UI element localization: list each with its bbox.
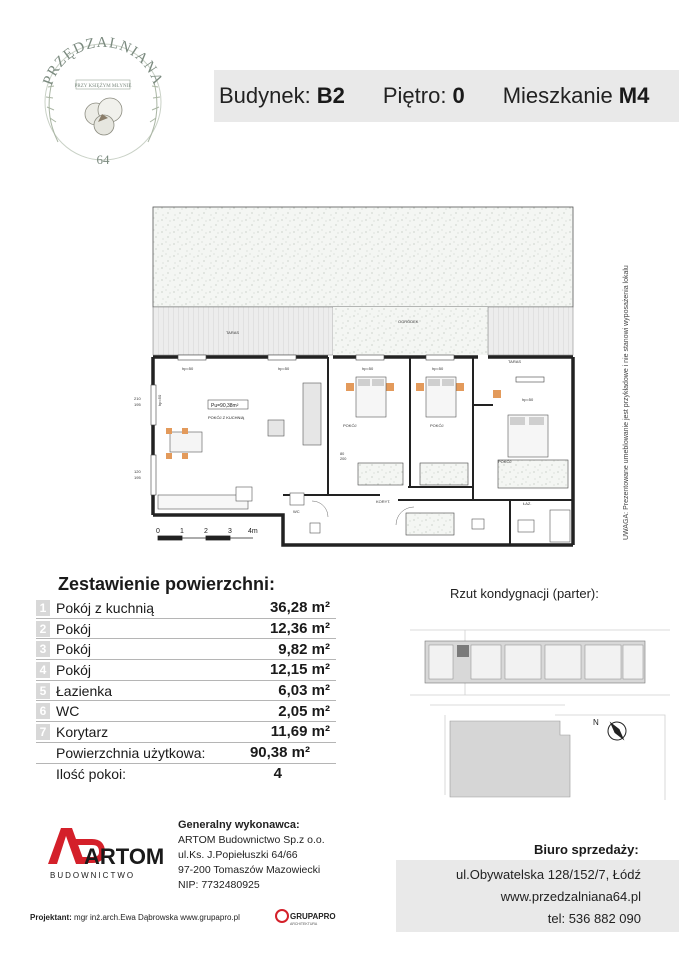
row-area: 36,28 m²	[269, 599, 330, 617]
row-name: WC	[56, 703, 80, 720]
garden-label: OGRÓDEK	[398, 319, 419, 324]
sales-band	[396, 860, 679, 932]
compass-label: N	[593, 718, 599, 727]
summary-row	[36, 598, 336, 619]
window-label-1: hp=50	[182, 366, 194, 371]
summary-row	[36, 639, 336, 660]
room-label-3: POKÓJ	[430, 423, 444, 428]
room-label-4: POKÓJ	[498, 459, 512, 464]
site-plan	[405, 605, 675, 805]
summary-row	[36, 660, 336, 681]
summary-title: Zestawienie powierzchni:	[58, 574, 276, 594]
row-area: 6,03 m²	[278, 682, 330, 700]
svg-text:PRZĘDZALNIANA	[40, 35, 165, 87]
terrace-label-2: TARAS	[508, 359, 522, 364]
window-label-5: hp=50	[522, 397, 534, 402]
window-label-4: hp=50	[432, 366, 444, 371]
scale-0: 0	[156, 528, 160, 535]
floor-value: 0	[452, 83, 465, 108]
floor-label: Piętro:	[382, 83, 447, 108]
contractor-line: ARTOM Budownictwo Sp.z o.o.	[178, 834, 325, 846]
side-dim-2: 195	[134, 402, 141, 407]
furniture-note	[618, 235, 632, 545]
door-dim-2: 200	[340, 457, 347, 461]
scale-3: 3	[228, 528, 232, 535]
artom-logo-sub: BUDOWNICTWO	[50, 871, 136, 880]
apartment-value: M4	[618, 83, 650, 108]
summary-row	[36, 701, 336, 722]
summary-total-row	[36, 743, 336, 764]
artom-logo-text: ARTOM	[84, 844, 165, 869]
sales-phone[interactable]: tel: 536 882 090	[547, 911, 641, 926]
apartment-label: Mieszkanie	[502, 83, 613, 108]
usable-area-label: Pu=90,38m²	[211, 403, 239, 409]
window-label-6: hp=50	[157, 394, 162, 406]
bathroom-label: ŁAZ.	[523, 501, 532, 506]
building-label: Budynek:	[219, 83, 311, 108]
row-number: 1	[36, 600, 50, 616]
contractor-line: NIP: 7732480925	[178, 879, 260, 891]
door-dim-1: 80	[340, 452, 345, 456]
artom-logo	[46, 822, 165, 882]
room-label-1: POKÓJ Z KUCHNIĄ	[208, 415, 245, 420]
row-number: 3	[36, 641, 50, 657]
row-name: Pokój	[56, 620, 92, 637]
sales-website[interactable]: www.przedzalniana64.pl	[500, 889, 641, 904]
side-dim-3: 120	[134, 469, 141, 474]
summary-row	[36, 722, 336, 743]
brand-name: PRZĘDZALNIANA	[40, 34, 166, 88]
contractor-info	[178, 818, 325, 893]
row-area: 12,15 m²	[269, 661, 330, 679]
grupapro-logo	[274, 906, 334, 928]
scale-1: 1	[180, 528, 184, 535]
contractor-line: 97-200 Tomaszów Mazowiecki	[178, 864, 321, 876]
row-name: Korytarz	[56, 723, 109, 740]
corridor-label: KORYT.	[376, 499, 391, 504]
summary-row	[36, 681, 336, 702]
brand-logo	[28, 22, 178, 172]
cotton-icon	[85, 98, 122, 135]
total-value: 90,38 m²	[249, 744, 310, 762]
room-label-2: POKÓJ	[343, 423, 357, 428]
wc-label: WC	[293, 509, 300, 514]
row-name: Pokój z kuchnią	[56, 599, 155, 616]
floor-plan	[134, 205, 578, 550]
window-label-3: hp=50	[362, 366, 374, 371]
compass-icon	[603, 716, 632, 746]
contractor-title: Generalny wykonawca:	[178, 819, 300, 831]
summary-row	[36, 619, 336, 640]
header-band	[214, 70, 679, 122]
brand-tagline: PRZY KSIĘŻYM MŁYNIE	[74, 84, 132, 89]
grupapro-logo-sub: ARCHITEKTURA	[290, 922, 318, 926]
side-dim-1: 210	[134, 396, 141, 401]
window-label-2: hp=50	[278, 366, 290, 371]
row-area: 9,82 m²	[278, 640, 330, 658]
sales-label: Biuro sprzedaży:	[534, 842, 639, 857]
grupapro-logo-text: GRUPAPRO	[290, 912, 336, 921]
contractor-line: ul.Ks. J.Popiełuszki 64/66	[178, 849, 298, 861]
brand-number: 64	[96, 152, 110, 167]
row-number: 5	[36, 683, 50, 699]
row-area: 2,05 m²	[278, 702, 330, 720]
row-number: 4	[36, 662, 50, 678]
scale-4: 4m	[248, 528, 258, 535]
siteplan-label: Rzut kondygnacji (parter):	[450, 586, 599, 601]
row-area: 11,69 m²	[270, 723, 330, 741]
terrace-label-1: TARAS	[226, 330, 240, 335]
row-area: 12,36 m²	[269, 620, 330, 638]
row-name: Pokój	[56, 661, 92, 678]
row-number: 6	[36, 703, 50, 719]
furniture-note-text: UWAGA: Prezentowane umeblowanie jest przykładowe i nie stanowi wyposażenia lokalu	[623, 265, 630, 540]
designer-info	[30, 913, 240, 922]
designer-text: mgr inż.arch.Ewa Dąbrowska www.grupapro.pl	[74, 913, 240, 922]
row-number: 7	[36, 724, 50, 740]
summary-rooms-row	[36, 764, 336, 785]
row-name: Pokój	[56, 641, 92, 658]
rooms-label: Ilość pokoi:	[56, 765, 127, 782]
area-summary	[36, 598, 336, 784]
designer-label: Projektant:	[30, 913, 72, 922]
row-number: 2	[36, 621, 50, 637]
rooms-value: 4	[273, 765, 282, 783]
building-value: B2	[316, 83, 345, 108]
total-label: Powierzchnia użytkowa:	[56, 744, 206, 761]
row-name: Łazienka	[56, 682, 113, 699]
side-dim-4: 195	[134, 475, 141, 480]
sales-address: ul.Obywatelska 128/152/7, Łódź	[455, 867, 641, 882]
scale-2: 2	[204, 528, 208, 535]
